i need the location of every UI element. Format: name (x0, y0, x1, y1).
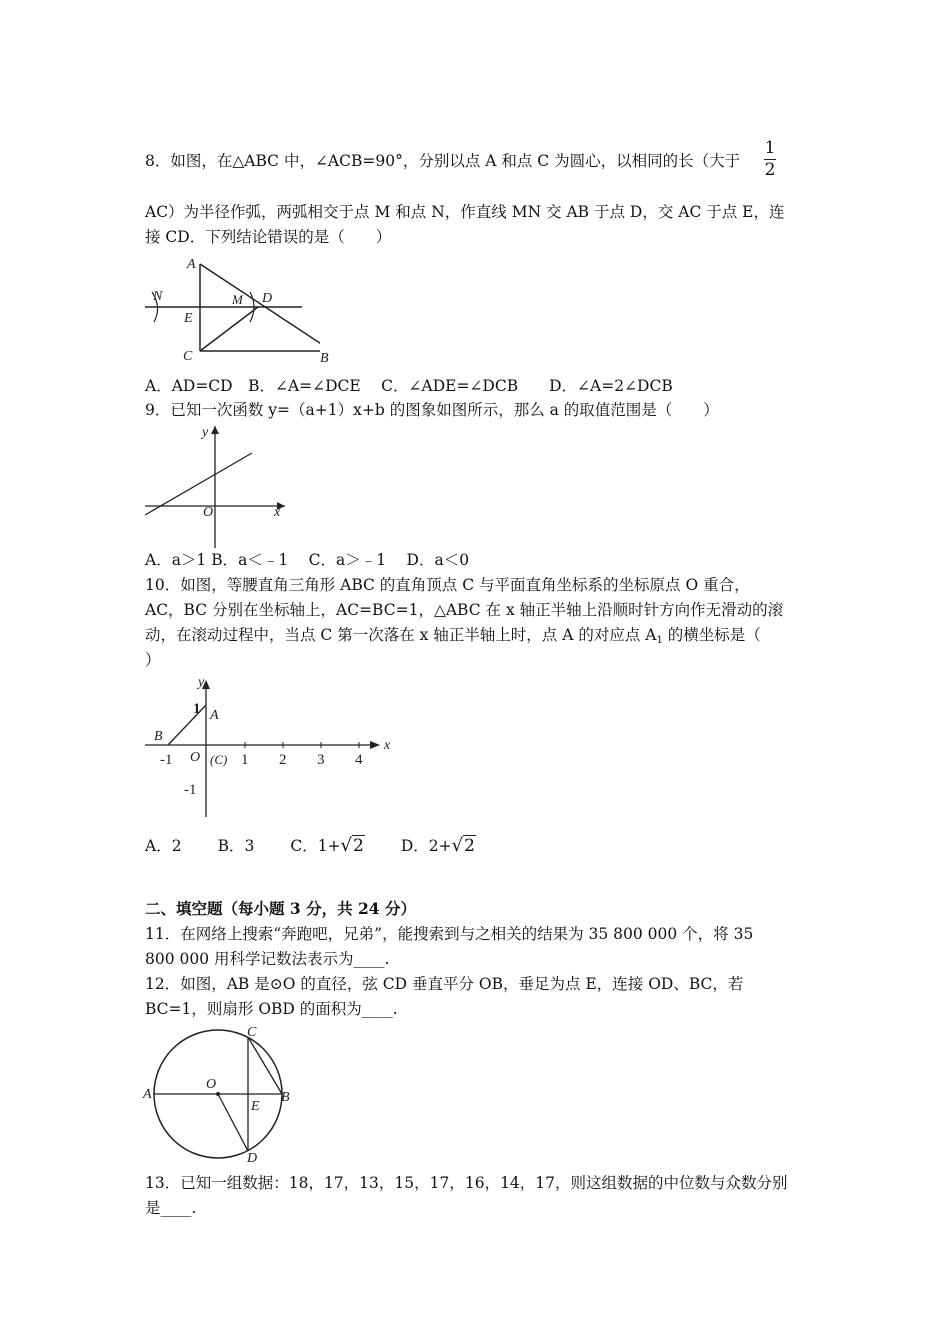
q8-figure (140, 252, 320, 372)
q10-figure (140, 672, 400, 822)
q8-line3: 接 CD．下列结论错误的是（ ） (145, 228, 392, 246)
q9-label-O: O (203, 505, 214, 520)
q8-label-B: B (320, 351, 329, 366)
q10-tick-neg1: -1 (160, 752, 173, 768)
q10-tick-2: 2 (279, 752, 287, 768)
q8-line1: 8．如图，在△ABC 中，∠ACB=90°，分别以点 A 和点 C 为圆心，以相同的长（大于 (145, 152, 741, 170)
q8-fraction-denominator: 2 (764, 160, 776, 180)
section2-title: 二、填空题（每小题 3 分，共 24 分） (145, 899, 416, 918)
q8-options: A．AD=CD B．∠A=∠DCE C．∠ADE=∠DCB D．∠A=2∠DCB (145, 377, 673, 395)
q10-line3-a: 动，在滚动过程中，当点 C 第一次落在 x 轴正半轴上时，点 A 的对应点 A (145, 626, 657, 644)
q12-figure (140, 1024, 300, 1164)
q11-line2: 800 000 用科学记数法表示为____. (145, 950, 390, 968)
q10-line4: ） (145, 651, 161, 669)
q11-line1: 11．在网络上搜索“奔跑吧，兄弟”，能搜索到与之相关的结果为 35 800 000 个，将 35 (145, 925, 754, 943)
q12-label-B: B (281, 1090, 290, 1105)
q12-line1: 12．如图，AB 是⊙O 的直径，弦 CD 垂直平分 OB，垂足为点 E，连接 OD、BC，若 (145, 975, 744, 993)
q10-tick-4: 4 (355, 752, 363, 768)
q10-label-1: 1 (193, 701, 201, 717)
q12-line2: BC=1，则扇形 OBD 的面积为____. (145, 1000, 398, 1018)
q10-tick-3: 3 (317, 752, 325, 768)
q10-option-d-radicand: 2 (464, 836, 475, 856)
q10-label-A: A (210, 708, 219, 723)
q9-options: A．a＞1 B．a＜﹣1 C．a＞﹣1 D．a＜0 (145, 551, 470, 569)
q10-option-d (401, 837, 476, 855)
q10-line1: 10．如图，等腰直角三角形 ABC 的直角顶点 C 与平面直角坐标系的坐标原点 O 重合， (145, 576, 750, 594)
q10-option-a: A．2 (145, 837, 182, 855)
q8-line2: AC）为半径作弧，两弧相交于点 M 和点 N，作直线 MN 交 AB 于点 D，交 AC 于点 E，连 (145, 203, 785, 221)
q8-fraction-numerator: 1 (764, 138, 776, 158)
q12-label-C: C (247, 1025, 257, 1040)
q10-line2: AC，BC 分别在坐标轴上，AC=BC=1，△ABC 在 x 轴正半轴上沿顺时针方向作无滑动的滚 (145, 601, 784, 619)
q10-label-y: y (198, 675, 205, 690)
q8-label-E: E (184, 311, 193, 326)
q9-label-y: y (202, 425, 209, 440)
q10-option-d-prefix: D．2+ (400, 837, 452, 855)
q8-label-M: M (232, 292, 243, 307)
q10-line3-b: 的横坐标是（ (662, 626, 761, 644)
q10-label-C: (C) (210, 752, 228, 767)
q12-label-A: A (143, 1087, 152, 1102)
q10-tick-y-neg1: -1 (184, 782, 197, 798)
sqrt-icon: √ (340, 835, 353, 856)
q10-label-O: O (190, 750, 201, 765)
q10-options (145, 836, 476, 856)
q10-option-c-radicand: 2 (353, 836, 364, 856)
sqrt-icon: √ (451, 835, 464, 856)
q8-label-B-box (318, 346, 338, 368)
q8-label-D: D (262, 291, 273, 306)
q10-line3 (145, 625, 761, 651)
q9-line1: 9．已知一次函数 y=（a+1）x+b 的图象如图所示，那么 a 的取值范围是（ ） (145, 401, 719, 419)
q12-label-D: D (247, 1151, 258, 1164)
q10-label-x: x (384, 738, 391, 753)
q10-option-b: B．3 (217, 837, 255, 855)
q9-label-x: x (274, 505, 281, 520)
q10-option-c (290, 837, 365, 855)
q10-option-c-prefix: C．1+ (290, 837, 341, 855)
q8-label-N: N (153, 289, 163, 304)
q13-line2: 是____. (145, 1199, 197, 1217)
q13-line1: 13．已知一组数据：18，17，13，15，17，16，14，17，则这组数据的中位数与众数分别 (145, 1174, 788, 1192)
q9-figure (140, 420, 290, 550)
q12-label-O: O (206, 1077, 217, 1092)
q10-subscript: 1 (656, 635, 663, 646)
q8-label-A: A (187, 257, 196, 272)
q12-label-E: E (251, 1099, 260, 1114)
q10-label-B: B (154, 729, 163, 744)
q8-label-C: C (183, 349, 193, 364)
q10-tick-1: 1 (241, 752, 249, 768)
